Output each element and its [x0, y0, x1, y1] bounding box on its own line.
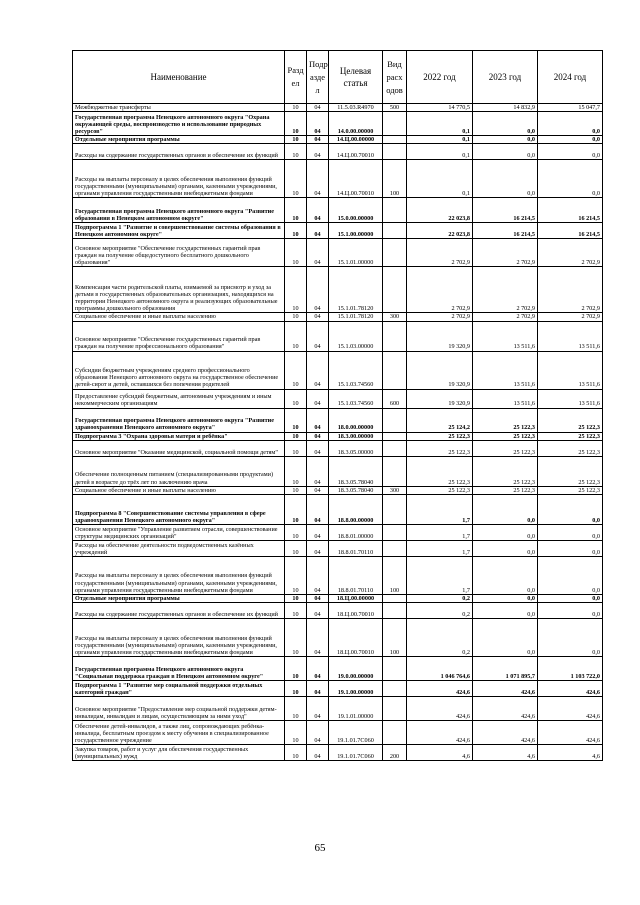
row-2022-cell: 0,2 — [407, 603, 473, 619]
table-row — [73, 408, 603, 432]
row-2024-cell: 25 122,3 — [538, 486, 603, 494]
row-exptype-cell: 100 — [383, 160, 407, 198]
row-2024-cell: 0,0 — [538, 525, 603, 541]
row-subsection-cell: 04 — [307, 239, 329, 267]
row-subsection-cell: 04 — [307, 525, 329, 541]
row-name-cell: Обеспечение детей-инвалидов, а также лиц, сопровождающих ребёнка-инвалида, бесплатным проездом к месту обучения в специализированное государственное учреждение — [73, 721, 285, 745]
row-name-cell: Расходы на содержание государственных органов и обеспечение их функций — [73, 144, 285, 160]
row-name-cell: Подпрограмма 8 "Совершенствование системы управления в сфере здравоохранения Ненецкого автономного округа" — [73, 495, 285, 525]
row-target-cell: 15.1.03.74560 — [329, 389, 383, 408]
row-2023-cell: 13 511,6 — [473, 389, 538, 408]
table-row — [73, 160, 603, 198]
row-target-cell: 18.Ц.00.00000 — [329, 595, 383, 603]
row-2024-cell: 0,0 — [538, 541, 603, 557]
row-section-cell: 10 — [285, 541, 307, 557]
row-target-cell: 18.8.00.00000 — [329, 495, 383, 525]
row-2023-cell: 13 511,6 — [473, 351, 538, 389]
row-2023-cell: 0,0 — [473, 495, 538, 525]
row-subsection-cell: 04 — [307, 432, 329, 440]
row-target-cell: 15.1.01.00000 — [329, 239, 383, 267]
header-target: Целевая статья — [329, 51, 383, 104]
row-name-cell: Отдельные мероприятия программы — [73, 595, 285, 603]
row-exptype-cell — [383, 440, 407, 456]
row-2022-cell: 0,2 — [407, 619, 473, 657]
row-exptype-cell — [383, 223, 407, 239]
row-section-cell: 10 — [285, 104, 307, 112]
row-2022-cell: 1,7 — [407, 557, 473, 595]
row-exptype-cell — [383, 136, 407, 144]
row-exptype-cell: 300 — [383, 486, 407, 494]
row-section-cell: 10 — [285, 681, 307, 697]
row-2024-cell: 0,0 — [538, 557, 603, 595]
row-2022-cell: 1 046 764,6 — [407, 657, 473, 681]
row-target-cell: 15.1.01.78120 — [329, 267, 383, 313]
page-number: 65 — [314, 842, 326, 854]
table-row — [73, 239, 603, 267]
row-2023-cell: 2 702,9 — [473, 239, 538, 267]
row-target-cell: 18.3.05.00000 — [329, 440, 383, 456]
row-section-cell: 10 — [285, 198, 307, 223]
row-subsection-cell: 04 — [307, 657, 329, 681]
table-row — [73, 351, 603, 389]
row-subsection-cell: 04 — [307, 351, 329, 389]
header-2023: 2023 год — [473, 51, 538, 104]
row-section-cell: 10 — [285, 267, 307, 313]
row-subsection-cell: 04 — [307, 136, 329, 144]
row-target-cell: 15.1.00.00000 — [329, 223, 383, 239]
row-2024-cell: 13 511,6 — [538, 389, 603, 408]
row-name-cell: Подпрограмма 1 "Развитие мер социальной поддержки отдельных категорий граждан" — [73, 681, 285, 697]
row-2024-cell: 16 214,5 — [538, 198, 603, 223]
row-2024-cell: 16 214,5 — [538, 223, 603, 239]
row-target-cell: 18.3.00.00000 — [329, 432, 383, 440]
row-section-cell: 10 — [285, 525, 307, 541]
row-exptype-cell — [383, 432, 407, 440]
table-row — [73, 432, 603, 440]
row-2024-cell: 13 511,6 — [538, 321, 603, 351]
header-name: Наименование — [73, 51, 285, 104]
row-subsection-cell: 04 — [307, 267, 329, 313]
row-target-cell: 18.8.01.70110 — [329, 541, 383, 557]
row-2024-cell: 1 103 722,0 — [538, 657, 603, 681]
row-target-cell: 19.1.01.7С060 — [329, 721, 383, 745]
row-2023-cell: 25 122,3 — [473, 440, 538, 456]
table-row — [73, 321, 603, 351]
row-subsection-cell: 04 — [307, 619, 329, 657]
row-2023-cell: 424,6 — [473, 681, 538, 697]
row-target-cell: 14.0.00.00000 — [329, 112, 383, 136]
row-section-cell: 10 — [285, 486, 307, 494]
row-2024-cell: 2 702,9 — [538, 239, 603, 267]
budget-table — [72, 50, 603, 761]
table-row — [73, 697, 603, 721]
row-name-cell: Межбюджетные трансферты — [73, 104, 285, 112]
row-2023-cell: 0,0 — [473, 603, 538, 619]
row-name-cell: Государственная программа Ненецкого автономного округа "Охрана окружающей среды, воспроизводство и использование природных ресурсов" — [73, 112, 285, 136]
row-exptype-cell — [383, 697, 407, 721]
row-2022-cell: 22 023,8 — [407, 223, 473, 239]
row-2024-cell: 15 047,7 — [538, 104, 603, 112]
row-section-cell: 10 — [285, 112, 307, 136]
table-row — [73, 313, 603, 321]
row-section-cell: 10 — [285, 619, 307, 657]
table-row — [73, 721, 603, 745]
row-target-cell: 15.1.01.78120 — [329, 313, 383, 321]
row-2024-cell: 25 122,3 — [538, 408, 603, 432]
row-2023-cell: 13 511,6 — [473, 321, 538, 351]
row-subsection-cell: 04 — [307, 160, 329, 198]
table-row — [73, 557, 603, 595]
row-2023-cell: 16 214,5 — [473, 198, 538, 223]
table-header-row — [73, 51, 603, 104]
row-name-cell: Основное мероприятие "Управление развитием отрасли, совершенствование структуры медицинских организаций" — [73, 525, 285, 541]
row-2022-cell: 424,6 — [407, 721, 473, 745]
row-name-cell: Социальное обеспечение и иные выплаты населению — [73, 313, 285, 321]
row-2022-cell: 25 122,3 — [407, 440, 473, 456]
row-2022-cell: 25 122,3 — [407, 432, 473, 440]
row-2022-cell: 25 122,3 — [407, 456, 473, 486]
row-2023-cell: 25 122,3 — [473, 486, 538, 494]
row-target-cell: 18.3.05.78040 — [329, 456, 383, 486]
row-2022-cell: 25 124,2 — [407, 408, 473, 432]
row-2024-cell: 4,6 — [538, 745, 603, 761]
table-row — [73, 657, 603, 681]
row-2023-cell: 25 122,3 — [473, 432, 538, 440]
row-exptype-cell — [383, 321, 407, 351]
row-name-cell: Государственная программа Ненецкого автономного округа "Развитие здравоохранения Ненецкого автономного округа" — [73, 408, 285, 432]
header-2024: 2024 год — [538, 51, 603, 104]
row-2024-cell: 2 702,9 — [538, 267, 603, 313]
row-2023-cell: 4,6 — [473, 745, 538, 761]
row-target-cell: 14.Ц.00.70010 — [329, 160, 383, 198]
table-row — [73, 681, 603, 697]
row-2024-cell: 0,0 — [538, 619, 603, 657]
table-row — [73, 495, 603, 525]
row-2023-cell: 0,0 — [473, 112, 538, 136]
row-exptype-cell — [383, 456, 407, 486]
row-subsection-cell: 04 — [307, 104, 329, 112]
table-row — [73, 104, 603, 112]
row-2022-cell: 4,6 — [407, 745, 473, 761]
row-section-cell: 10 — [285, 321, 307, 351]
row-target-cell: 18.Ц.00.70010 — [329, 603, 383, 619]
row-2023-cell: 0,0 — [473, 144, 538, 160]
row-subsection-cell: 04 — [307, 495, 329, 525]
header-2022: 2022 год — [407, 51, 473, 104]
table-row — [73, 619, 603, 657]
row-subsection-cell: 04 — [307, 440, 329, 456]
row-exptype-cell: 500 — [383, 104, 407, 112]
row-section-cell: 10 — [285, 408, 307, 432]
table-row — [73, 198, 603, 223]
row-2023-cell: 424,6 — [473, 721, 538, 745]
row-subsection-cell: 04 — [307, 486, 329, 494]
row-exptype-cell — [383, 267, 407, 313]
row-subsection-cell: 04 — [307, 321, 329, 351]
row-2024-cell: 25 122,3 — [538, 456, 603, 486]
row-section-cell: 10 — [285, 456, 307, 486]
row-section-cell: 10 — [285, 657, 307, 681]
row-2022-cell: 424,6 — [407, 681, 473, 697]
row-name-cell: Государственная программа Ненецкого автономного округа "Развитие образования в Ненецком автономном округе" — [73, 198, 285, 223]
row-target-cell: 11.5.03.R4970 — [329, 104, 383, 112]
row-target-cell: 18.0.00.00000 — [329, 408, 383, 432]
row-name-cell: Расходы на содержание государственных органов и обеспечение их функций — [73, 603, 285, 619]
row-section-cell: 10 — [285, 595, 307, 603]
row-name-cell: Закупка товаров, работ и услуг для обеспечения государственных (муниципальных) нужд — [73, 745, 285, 761]
row-2023-cell: 2 702,9 — [473, 267, 538, 313]
row-subsection-cell: 04 — [307, 603, 329, 619]
row-2024-cell: 424,6 — [538, 721, 603, 745]
header-section: Разд ел — [285, 51, 307, 104]
table-row — [73, 456, 603, 486]
table-row — [73, 541, 603, 557]
row-target-cell: 18.8.01.70110 — [329, 557, 383, 595]
row-section-cell: 10 — [285, 313, 307, 321]
row-name-cell: Социальное обеспечение и иные выплаты населению — [73, 486, 285, 494]
row-2024-cell: 424,6 — [538, 681, 603, 697]
row-name-cell: Расходы на выплаты персоналу в целях обеспечения выполнения функций государственными (муниципальными) органами, казенными учреждениями, органами управления государственными внебюджетными фондами — [73, 557, 285, 595]
row-2023-cell: 0,0 — [473, 595, 538, 603]
row-target-cell: 19.1.00.00000 — [329, 681, 383, 697]
row-2023-cell: 2 702,9 — [473, 313, 538, 321]
row-2023-cell: 0,0 — [473, 619, 538, 657]
row-name-cell: Расходы на выплаты персоналу в целях обеспечения выполнения функций государственными (муниципальными) органами, казенными учреждениями, органами управления государственными внебюджетными фондами — [73, 619, 285, 657]
row-subsection-cell: 04 — [307, 595, 329, 603]
row-target-cell: 18.3.05.78040 — [329, 486, 383, 494]
row-section-cell: 10 — [285, 721, 307, 745]
row-2022-cell: 424,6 — [407, 697, 473, 721]
row-name-cell: Основное мероприятие "Предоставление мер социальной поддержки детям-инвалидам, инвалидам и лицам, осуществляющим за ними уход" — [73, 697, 285, 721]
row-name-cell: Расходы на обеспечение деятельности подведомственных казённых учреждений — [73, 541, 285, 557]
row-2023-cell: 0,0 — [473, 557, 538, 595]
row-exptype-cell: 600 — [383, 389, 407, 408]
table-row — [73, 595, 603, 603]
row-exptype-cell — [383, 595, 407, 603]
header-subsection: Подр азде л — [307, 51, 329, 104]
row-2024-cell: 0,0 — [538, 136, 603, 144]
row-2023-cell: 0,0 — [473, 541, 538, 557]
row-section-cell: 10 — [285, 389, 307, 408]
row-target-cell: 19.1.01.7С060 — [329, 745, 383, 761]
row-subsection-cell: 04 — [307, 697, 329, 721]
row-name-cell: Обеспечение полноценным питанием (специализированными продуктами) детей в возрасте до трёх лет по заключению врача — [73, 456, 285, 486]
row-subsection-cell: 04 — [307, 223, 329, 239]
row-2022-cell: 19 320,9 — [407, 321, 473, 351]
row-2022-cell: 0,1 — [407, 112, 473, 136]
table-row — [73, 223, 603, 239]
row-subsection-cell: 04 — [307, 389, 329, 408]
row-2022-cell: 22 023,8 — [407, 198, 473, 223]
row-2022-cell: 0,1 — [407, 160, 473, 198]
row-exptype-cell — [383, 525, 407, 541]
row-name-cell: Субсидии бюджетным учреждениям среднего профессионального образования Ненецкого автономного округа на государственное обеспечение детей-сирот и детей, оставшихся без попечения родителей — [73, 351, 285, 389]
row-2022-cell: 2 702,9 — [407, 313, 473, 321]
row-name-cell: Компенсация части родительской платы, взимаемой за присмотр и уход за детьми в государственных образовательных организациях, находящихся на территории Ненецкого автономного округа и реализующих образовательные программы дошкольного образования — [73, 267, 285, 313]
row-section-cell: 10 — [285, 745, 307, 761]
row-exptype-cell — [383, 657, 407, 681]
row-2024-cell: 0,0 — [538, 144, 603, 160]
table-body — [73, 104, 603, 761]
table-row — [73, 486, 603, 494]
row-exptype-cell — [383, 495, 407, 525]
row-name-cell: Подпрограмма 3 "Охрана здоровья матери и ребёнка" — [73, 432, 285, 440]
row-exptype-cell — [383, 408, 407, 432]
row-target-cell: 15.1.03.00000 — [329, 321, 383, 351]
row-2024-cell: 424,6 — [538, 697, 603, 721]
row-section-cell: 10 — [285, 160, 307, 198]
row-subsection-cell: 04 — [307, 557, 329, 595]
row-exptype-cell — [383, 198, 407, 223]
row-target-cell: 14.Ц.00.00000 — [329, 136, 383, 144]
row-exptype-cell — [383, 603, 407, 619]
row-subsection-cell: 04 — [307, 313, 329, 321]
row-target-cell: 15.0.00.00000 — [329, 198, 383, 223]
table-row — [73, 745, 603, 761]
row-2024-cell: 0,0 — [538, 160, 603, 198]
row-name-cell: Подпрограмма 1 "Развитие и совершенствование системы образования в Ненецком автономном округе" — [73, 223, 285, 239]
row-2024-cell: 0,0 — [538, 112, 603, 136]
row-2023-cell: 1 071 895,7 — [473, 657, 538, 681]
row-2022-cell: 1,7 — [407, 541, 473, 557]
table-row — [73, 603, 603, 619]
row-2023-cell: 25 122,3 — [473, 456, 538, 486]
row-2023-cell: 0,0 — [473, 160, 538, 198]
row-section-cell: 10 — [285, 136, 307, 144]
table-row — [73, 136, 603, 144]
row-2022-cell: 1,7 — [407, 495, 473, 525]
row-name-cell: Основное мероприятие "Оказание медицинской, социальной помощи детям" — [73, 440, 285, 456]
row-exptype-cell: 300 — [383, 313, 407, 321]
table-row — [73, 144, 603, 160]
row-exptype-cell: 200 — [383, 745, 407, 761]
row-exptype-cell — [383, 112, 407, 136]
row-target-cell: 14.Ц.00.70010 — [329, 144, 383, 160]
row-section-cell: 10 — [285, 432, 307, 440]
row-exptype-cell: 100 — [383, 619, 407, 657]
row-subsection-cell: 04 — [307, 681, 329, 697]
row-2023-cell: 14 832,9 — [473, 104, 538, 112]
row-2023-cell: 0,0 — [473, 525, 538, 541]
table-row — [73, 389, 603, 408]
row-exptype-cell — [383, 541, 407, 557]
row-target-cell: 15.1.03.74560 — [329, 351, 383, 389]
row-exptype-cell: 100 — [383, 557, 407, 595]
row-2022-cell: 2 702,9 — [407, 267, 473, 313]
row-section-cell: 10 — [285, 223, 307, 239]
row-subsection-cell: 04 — [307, 408, 329, 432]
row-name-cell: Государственная программа Ненецкого автономного округа "Социальная поддержка граждан в Ненецком автономном округе" — [73, 657, 285, 681]
row-2024-cell: 13 511,6 — [538, 351, 603, 389]
row-2022-cell: 0,1 — [407, 136, 473, 144]
row-2024-cell: 25 122,3 — [538, 432, 603, 440]
row-2023-cell: 424,6 — [473, 697, 538, 721]
row-2024-cell: 0,0 — [538, 595, 603, 603]
row-2022-cell: 2 702,9 — [407, 239, 473, 267]
row-name-cell: Расходы на выплаты персоналу в целях обеспечения выполнения функций государственными (муниципальными) органами, казенными учреждениями, органами управления государственными внебюджетными фондами — [73, 160, 285, 198]
row-subsection-cell: 04 — [307, 721, 329, 745]
row-name-cell: Отдельные мероприятия программы — [73, 136, 285, 144]
row-section-cell: 10 — [285, 603, 307, 619]
row-exptype-cell — [383, 721, 407, 745]
row-name-cell: Основное мероприятие "Обеспечение государственных гарантий прав граждан на получение профессионального образования" — [73, 321, 285, 351]
row-subsection-cell: 04 — [307, 112, 329, 136]
row-section-cell: 10 — [285, 440, 307, 456]
row-subsection-cell: 04 — [307, 541, 329, 557]
row-2023-cell: 25 122,3 — [473, 408, 538, 432]
row-2022-cell: 1,7 — [407, 525, 473, 541]
budget-table-sheet — [72, 50, 602, 761]
row-2024-cell: 0,0 — [538, 603, 603, 619]
row-exptype-cell — [383, 144, 407, 160]
row-name-cell: Основное мероприятие "Обеспечение государственных гарантий прав граждан на получение общедоступного бесплатного дошкольного образования" — [73, 239, 285, 267]
row-subsection-cell: 04 — [307, 456, 329, 486]
table-row — [73, 440, 603, 456]
row-2022-cell: 0,2 — [407, 595, 473, 603]
row-target-cell: 19.0.00.00000 — [329, 657, 383, 681]
row-subsection-cell: 04 — [307, 745, 329, 761]
row-target-cell: 19.1.01.00000 — [329, 697, 383, 721]
header-exptype: Вид расх одов — [383, 51, 407, 104]
row-name-cell: Предоставление субсидий бюджетным, автономным учреждениям и иным некоммерческим организациям — [73, 389, 285, 408]
table-row — [73, 112, 603, 136]
row-exptype-cell — [383, 351, 407, 389]
row-2023-cell: 16 214,5 — [473, 223, 538, 239]
row-2022-cell: 25 122,3 — [407, 486, 473, 494]
row-section-cell: 10 — [285, 557, 307, 595]
row-target-cell: 18.8.01.00000 — [329, 525, 383, 541]
table-row — [73, 525, 603, 541]
row-exptype-cell — [383, 681, 407, 697]
table-row — [73, 267, 603, 313]
row-section-cell: 10 — [285, 495, 307, 525]
row-2022-cell: 14 770,5 — [407, 104, 473, 112]
row-2023-cell: 0,0 — [473, 136, 538, 144]
row-2022-cell: 0,1 — [407, 144, 473, 160]
row-target-cell: 18.Ц.00.70010 — [329, 619, 383, 657]
row-subsection-cell: 04 — [307, 144, 329, 160]
row-exptype-cell — [383, 239, 407, 267]
row-section-cell: 10 — [285, 144, 307, 160]
row-2024-cell: 25 122,3 — [538, 440, 603, 456]
row-section-cell: 10 — [285, 351, 307, 389]
row-subsection-cell: 04 — [307, 198, 329, 223]
row-2022-cell: 19 320,9 — [407, 389, 473, 408]
row-2024-cell: 0,0 — [538, 495, 603, 525]
row-2022-cell: 19 320,9 — [407, 351, 473, 389]
row-2024-cell: 2 702,9 — [538, 313, 603, 321]
row-section-cell: 10 — [285, 697, 307, 721]
row-section-cell: 10 — [285, 239, 307, 267]
